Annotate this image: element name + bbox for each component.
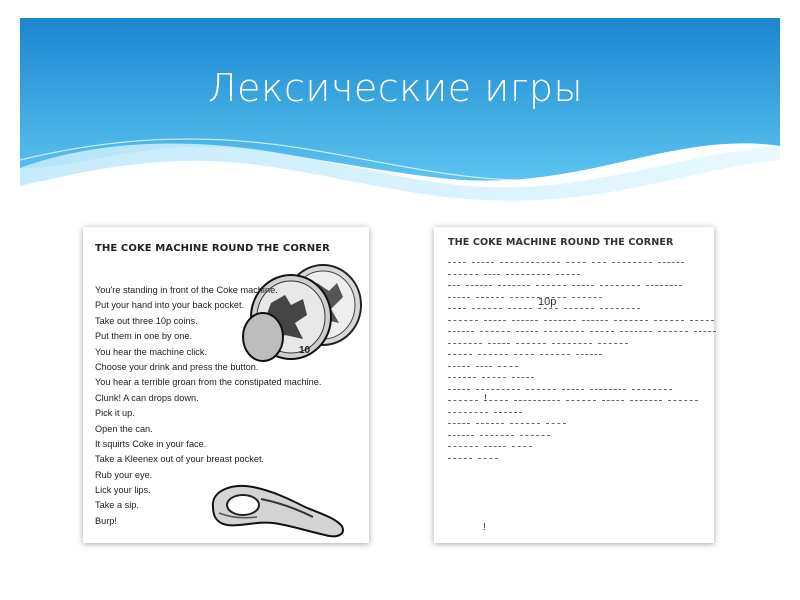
gap-blank (590, 389, 626, 390)
poem-line: Choose your drink and press the button. (95, 361, 259, 372)
slide-title: Лексические игры (208, 66, 584, 110)
gap-blank (448, 343, 482, 344)
gap-blank (472, 308, 502, 309)
gap-line (448, 370, 710, 382)
gap-blank (552, 343, 592, 344)
gap-blank (448, 331, 474, 332)
gap-blank (514, 400, 560, 401)
gap-blank (480, 435, 514, 436)
poem-line: Take a sip. (95, 500, 139, 511)
gap-blank (484, 400, 508, 401)
gap-blank (630, 400, 662, 401)
gap-blank (556, 274, 580, 275)
gap-blank (448, 400, 478, 401)
gap-blank (598, 343, 628, 344)
gap-blank (620, 331, 652, 332)
worksheet-card (434, 227, 714, 543)
gap-blank (508, 308, 532, 309)
gap-blank (448, 377, 476, 378)
poem-line: Put them in one by one. (95, 331, 193, 342)
gap-blank (514, 354, 534, 355)
gap-blank (506, 274, 550, 275)
gap-blank (480, 331, 510, 332)
gap-line (448, 428, 710, 440)
gap-blank (564, 308, 594, 309)
gap-blank (500, 262, 560, 263)
gap-line (448, 324, 710, 336)
gap-blank (482, 377, 506, 378)
gap-line (448, 301, 710, 313)
slide-header-banner (20, 18, 780, 208)
gap-line (448, 382, 710, 394)
gap-blank (544, 320, 576, 321)
gap-blank (512, 320, 538, 321)
gap-blank (484, 274, 500, 275)
gap-blank (600, 308, 640, 309)
wave-banner (20, 18, 780, 208)
gap-blank (448, 435, 474, 436)
gap-blank (654, 320, 684, 321)
poem-line: Take out three 10p coins. (95, 315, 198, 326)
gap-line (448, 336, 710, 348)
gap-blank (632, 389, 672, 390)
gap-blank (448, 389, 470, 390)
gap-line (448, 267, 710, 279)
gap-blank (536, 285, 566, 286)
gap-blank (476, 389, 520, 390)
gap-blank (668, 400, 698, 401)
gap-blank (510, 423, 540, 424)
gap-blank (484, 320, 506, 321)
gap-lines (448, 255, 710, 462)
gap-blank (516, 331, 538, 332)
worksheet-title: THE COKE MACHINE ROUND THE CORNER (448, 237, 674, 248)
gap-blank (448, 285, 460, 286)
gap-blank (448, 366, 470, 367)
poem-line: Pick it up. (95, 408, 135, 419)
gap-blank (448, 297, 470, 298)
gap-blank (448, 354, 472, 355)
gap-blank (694, 331, 716, 332)
worksheet-visible-word: 10p (538, 296, 557, 308)
gap-line (448, 405, 710, 417)
gap-blank (448, 262, 466, 263)
gap-line (448, 359, 710, 371)
gap-blank (646, 285, 682, 286)
gap-blank (544, 331, 584, 332)
gap-blank (590, 331, 614, 332)
gap-blank (510, 297, 540, 298)
gap-blank (566, 262, 586, 263)
gap-blank (562, 389, 584, 390)
gap-line (448, 451, 710, 463)
poem-title: THE COKE MACHINE ROUND THE CORNER (95, 243, 330, 254)
poem-card (83, 227, 369, 543)
gap-blank (572, 297, 602, 298)
can-ring-pull-icon (201, 477, 351, 541)
gap-line (448, 278, 710, 290)
gap-blank (448, 423, 470, 424)
gap-blank (512, 377, 534, 378)
gap-blank (448, 308, 466, 309)
gap-line (448, 393, 710, 405)
poem-line: Take a Kleenex out of your breast pocket. (95, 454, 265, 465)
gap-line (448, 313, 710, 325)
gap-blank (520, 435, 550, 436)
gap-blank (600, 285, 640, 286)
gap-blank (602, 400, 624, 401)
gap-blank (472, 262, 494, 263)
gap-blank (448, 412, 488, 413)
gap-blank (690, 320, 714, 321)
poem-line: You hear the machine click. (95, 346, 208, 357)
gap-blank (572, 285, 594, 286)
svg-text:10: 10 (299, 345, 311, 356)
gap-blank (494, 412, 522, 413)
gap-blank (526, 389, 556, 390)
gap-blank (546, 423, 566, 424)
gap-blank (466, 285, 492, 286)
gap-blank (478, 458, 498, 459)
gap-blank (576, 354, 602, 355)
gap-blank (498, 366, 518, 367)
gap-line (448, 416, 710, 428)
gap-blank (566, 400, 596, 401)
gap-blank (484, 446, 506, 447)
worksheet-exclamation: ! (483, 522, 486, 533)
gap-blank (476, 423, 504, 424)
gap-line (448, 290, 710, 302)
gap-blank (448, 274, 478, 275)
gap-blank (582, 320, 608, 321)
gap-blank (658, 331, 688, 332)
gap-blank (488, 343, 510, 344)
gap-blank (516, 343, 546, 344)
gap-blank (448, 446, 478, 447)
gap-line (448, 439, 710, 451)
gap-blank (476, 297, 504, 298)
gap-blank (448, 458, 472, 459)
poem-line: Put your hand into your back pocket. (95, 300, 245, 311)
poem-line: You hear a terrible groan from the constipated machine. (95, 377, 322, 388)
gap-line (448, 255, 710, 267)
gap-blank (540, 354, 570, 355)
gap-blank (476, 366, 492, 367)
gap-blank (512, 446, 532, 447)
poem-line: Lick your lips. (95, 485, 151, 496)
poem-line: Rub your eye. (95, 469, 153, 480)
gap-blank (612, 262, 652, 263)
poem-line: Clunk! A can drops down. (95, 392, 199, 403)
gap-blank (614, 320, 648, 321)
poem-line: You're standing in front of the Coke machine. (95, 285, 278, 295)
poem-line: Open the can. (95, 423, 153, 434)
gap-line (448, 347, 710, 359)
gap-blank (658, 262, 684, 263)
worksheet-exclamation: ! (484, 393, 487, 404)
gap-blank (478, 354, 508, 355)
gap-blank (498, 285, 530, 286)
poem-line: Burp! (95, 515, 117, 526)
gap-blank (538, 308, 558, 309)
gap-blank (448, 320, 478, 321)
gap-blank (592, 262, 606, 263)
poem-line: It squirts Coke in your face. (95, 438, 207, 449)
